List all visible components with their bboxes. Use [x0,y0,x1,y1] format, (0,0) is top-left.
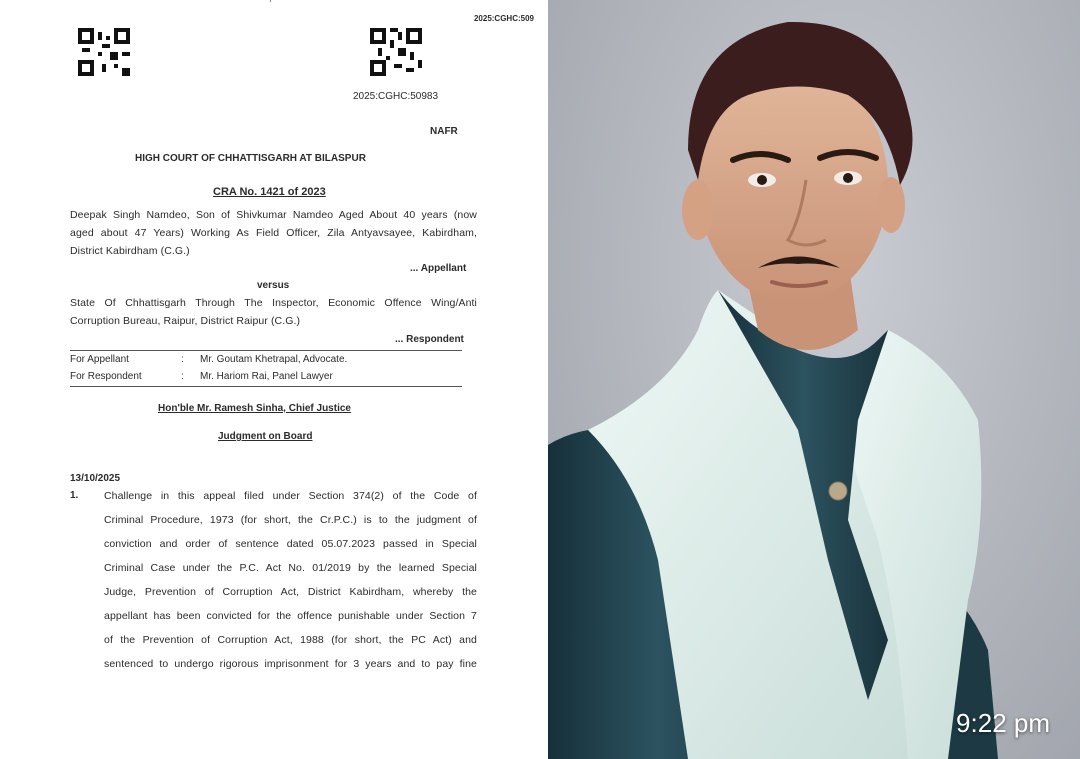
appellant-label: ... Appellant [410,263,467,274]
counsel-separator: : [181,371,184,382]
neutral-citation: 2025:CGHC:50983 [353,91,439,102]
qr-code-icon [370,28,422,76]
divider [70,386,462,387]
nafr-label: NAFR [430,126,458,137]
counsel-label: For Appellant [70,354,129,365]
appellant-line: aged about 47 Years) Working As Field Officer, Zila Antyavsayee, Kabirdham, [70,227,477,239]
paragraph-line: appellant has been convicted for the offence punishable under Section 7 [104,610,477,622]
qr-code-icon [78,28,130,76]
paragraph-line: Judge, Prevention of Corruption Act, District Kabirdham, whereby the [104,586,477,598]
counsel-name: Mr. Goutam Khetrapal, Advocate. [200,354,348,365]
appellant-line: Deepak Singh Namdeo, Son of Shivkumar Namdeo Aged About 40 years (now [70,209,477,221]
respondent-line: Corruption Bureau, Raipur, District Raipur (C.G.) [70,315,301,327]
versus-label: versus [257,280,290,291]
respondent-line: State Of Chhattisgarh Through The Inspector, Economic Offence Wing/Anti [70,297,477,309]
appellant-line: District Kabirdham (C.G.) [70,245,190,257]
counsel-label: For Respondent [70,371,142,382]
paragraph-line: sentenced to undergo rigorous imprisonment for 3 years and to pay fine [104,658,477,670]
paragraph-line: Challenge in this appeal filed under Section 374(2) of the Code of [104,490,477,502]
paragraph-number: 1. [70,490,79,501]
timestamp-overlay: 9:22 pm [956,708,1050,738]
paragraph-line: of the Prevention of Corruption Act, 1988 (for short, the PC Act) and [104,634,477,646]
judgment-date: 13/10/2025 [70,473,121,484]
judge-name: Hon'ble Mr. Ramesh Sinha, Chief Justice [158,403,351,414]
person-illustration [548,0,1080,759]
paragraph-line: Criminal Case under the P.C. Act No. 01/2019 by the learned Special [104,562,477,574]
paragraph-line: conviction and order of sentence dated 05.07.2023 passed in Special [104,538,477,550]
counsel-name: Mr. Hariom Rai, Panel Lawyer [200,371,333,382]
paragraph-line: Criminal Procedure, 1973 (for short, the Cr.P.C.) is to the judgment of [104,514,477,526]
case-number: CRA No. 1421 of 2023 [213,186,326,198]
portrait-photo [548,0,1080,759]
court-name: HIGH COURT OF CHHATTISGARH AT BILASPUR [135,153,366,164]
counsel-separator: : [181,354,184,365]
divider [70,350,462,351]
respondent-label: ... Respondent [395,334,464,345]
page-mark [270,0,271,2]
judgment-heading: Judgment on Board [218,431,313,442]
top-citation-code: 2025:CGHC:509 [473,14,534,23]
